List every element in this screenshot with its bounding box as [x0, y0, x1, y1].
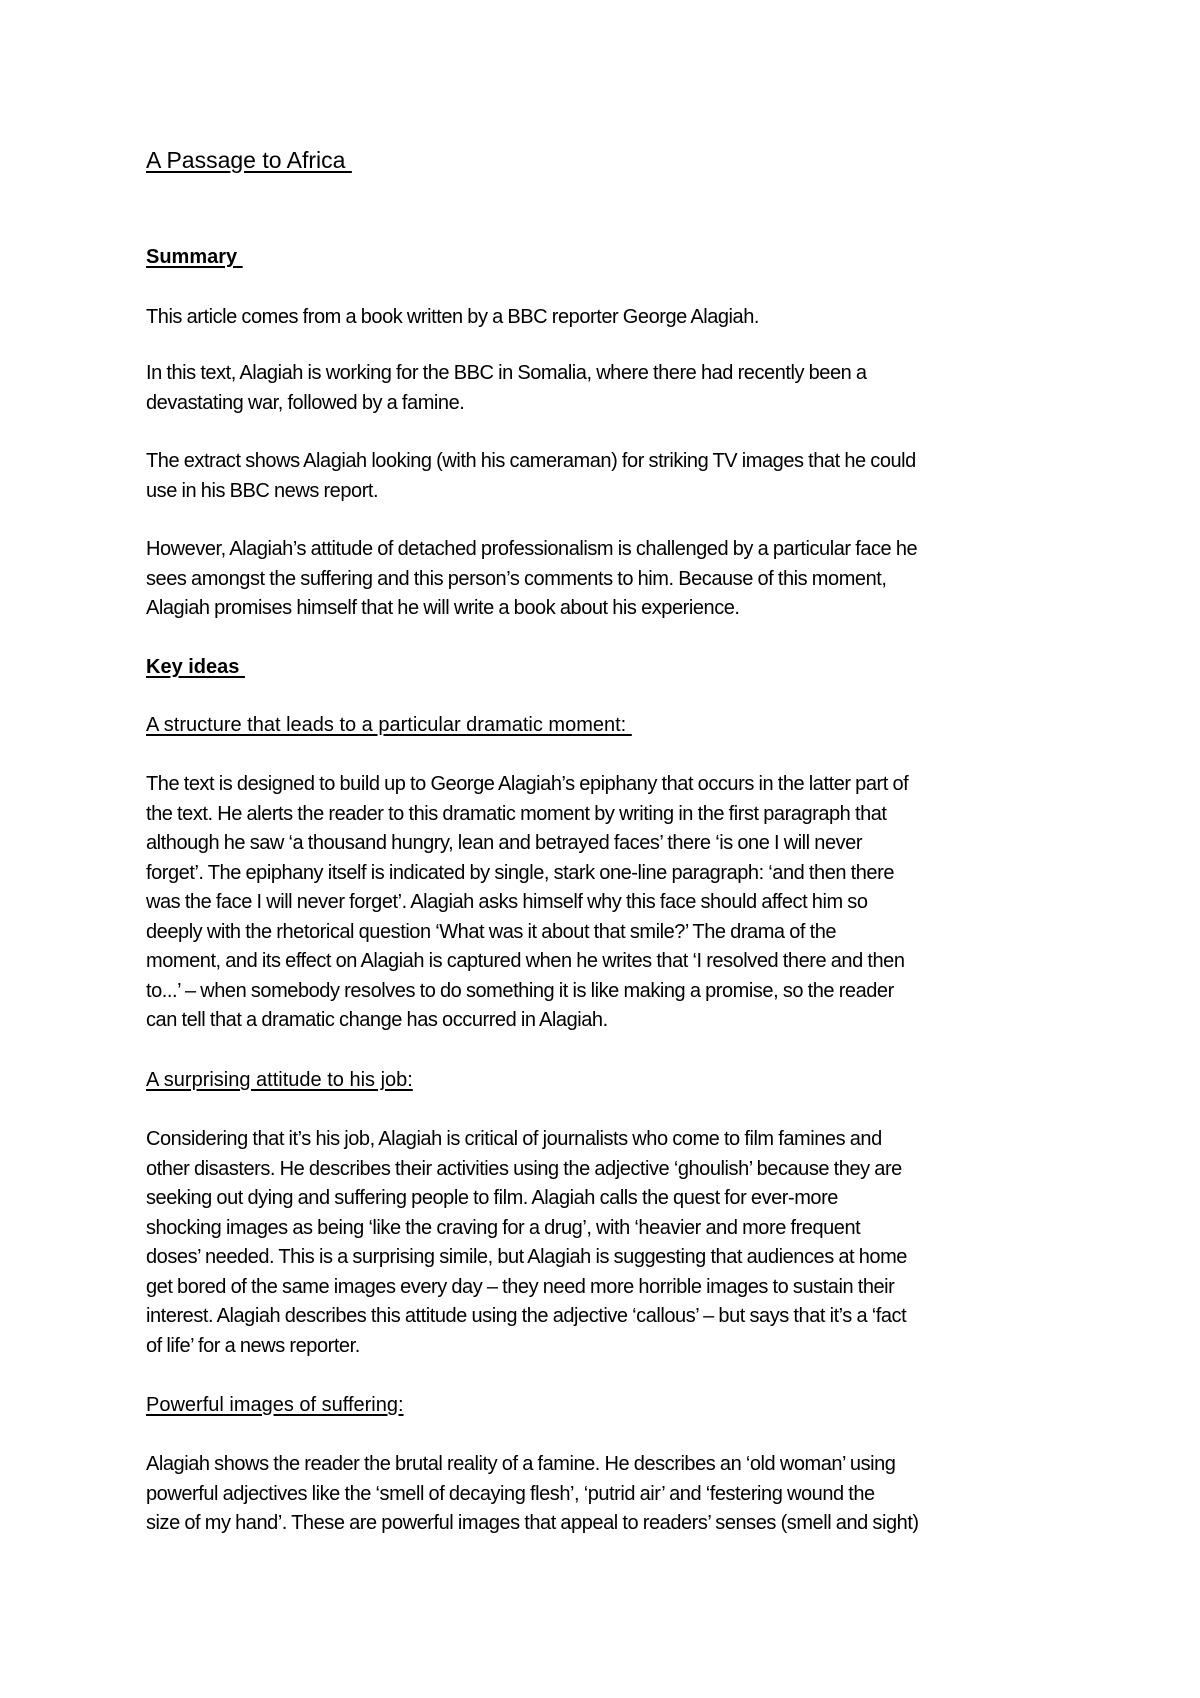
text-line: seeking out dying and suffering people to film. Alagiah calls the quest for ever-more [146, 1187, 838, 1209]
text-line: interest. Alagiah describes this attitude using the adjective ‘callous’ – but says that it’s a ‘fact [146, 1305, 907, 1327]
text-line: of life’ for a news reporter. [146, 1334, 360, 1357]
summary-heading: Summary [146, 246, 243, 268]
text-line: to...’ – when somebody resolves to do something it is like making a promise, so the reader [146, 979, 894, 1002]
text-line: size of my hand’. These are powerful images that appeal to readers’ senses (smell and sight) [146, 1512, 919, 1534]
text-line: forget’. The epiphany itself is indicated by single, stark one-line paragraph: ‘and then there [146, 861, 894, 884]
text-line: was the face I will never forget’. Alagiah asks himself why this face should affect him so [146, 891, 868, 913]
text-line: The text is designed to build up to George Alagiah’s epiphany that occurs in the latter part of [146, 773, 909, 795]
section-paragraph-structure [146, 770, 1066, 1036]
text-line: use in his BBC news report. [146, 479, 379, 502]
text-line: Alagiah promises himself that he will write a book about his experience. [146, 597, 740, 619]
text-line: shocking images as being ‘like the craving for a drug’, with ‘heavier and more frequent [146, 1216, 861, 1239]
section-heading-images: Powerful images of suffering: [146, 1394, 404, 1416]
text-line: Alagiah shows the reader the brutal reality of a famine. He describes an ‘old woman’ using [146, 1453, 896, 1475]
section-heading-attitude: A surprising attitude to his job: [146, 1069, 413, 1091]
text-line: although he saw ‘a thousand hungry, lean and betrayed faces’ there ‘is one I will never [146, 832, 863, 854]
summary-paragraph-4 [146, 535, 1066, 624]
text-line: other disasters. He describes their activities using the adjective ‘ghoulish’ because they are [146, 1157, 902, 1180]
text-line: Considering that it’s his job, Alagiah is critical of journalists who come to film famines and [146, 1128, 882, 1150]
section-heading-structure: A structure that leads to a particular dramatic moment: [146, 714, 632, 736]
text-line: get bored of the same images every day – they need more horrible images to sustain their [146, 1275, 895, 1298]
summary-paragraph-1 [146, 303, 1066, 333]
text-line: devastating war, followed by a famine. [146, 391, 465, 414]
summary-paragraph-2 [146, 359, 1066, 418]
text-line: the text. He alerts the reader to this dramatic moment by writing in the first paragraph that [146, 802, 887, 825]
summary-paragraph-3 [146, 447, 1066, 506]
text-line: deeply with the rhetorical question ‘What was it about that smile?’ The drama of the [146, 920, 837, 943]
text-line: can tell that a dramatic change has occurred in Alagiah. [146, 1009, 608, 1031]
text-line: In this text, Alagiah is working for the BBC in Somalia, where there had recently been a [146, 362, 867, 384]
text-line: moment, and its effect on Alagiah is captured when he writes that ‘I resolved there and then [146, 950, 905, 972]
text-line: powerful adjectives like the ‘smell of decaying flesh’, ‘putrid air’ and ‘festering wound the [146, 1482, 875, 1505]
text-line: However, Alagiah’s attitude of detached professionalism is challenged by a particular face he [146, 538, 918, 560]
section-paragraph-images [146, 1450, 1066, 1539]
section-paragraph-attitude [146, 1125, 1066, 1361]
text-line: sees amongst the suffering and this person’s comments to him. Because of this moment, [146, 567, 887, 590]
key-ideas-heading: Key ideas [146, 656, 245, 678]
page-title: A Passage to Africa [146, 147, 352, 173]
text-line: doses’ needed. This is a surprising simile, but Alagiah is suggesting that audiences at home [146, 1246, 907, 1268]
text-line: This article comes from a book written by a BBC reporter George Alagiah. [146, 306, 759, 328]
text-line: The extract shows Alagiah looking (with his cameraman) for striking TV images that he could [146, 450, 916, 472]
